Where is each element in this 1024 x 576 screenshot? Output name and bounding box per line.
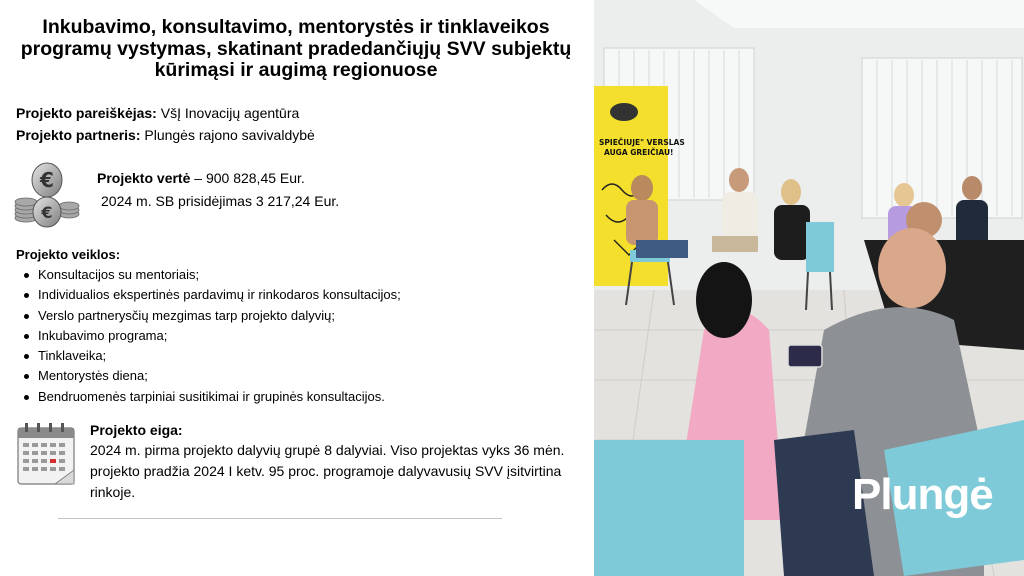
value-amount: – 900 828,45 Eur. [194,170,305,186]
value-label: Projekto vertė [97,170,191,186]
partner-value: Plungės rajono savivaldybė [144,127,315,143]
svg-text:€: € [41,203,53,222]
value-contribution: 2024 m. SB prisidėjimas 3 217,24 Eur. [101,193,340,209]
applicant-value: VšĮ Inovacijų agentūra [160,105,300,121]
divider [58,518,502,519]
activities-list [22,265,401,407]
progress-heading: Projekto eiga: [90,422,183,438]
applicant-line [16,105,299,121]
partner-label: Projekto partneris: [16,127,141,143]
page-title: Inkubavimo, konsultavimo, mentorystės ir tinklaveikos programų vystymas, skatinant pradedančiųjų SVV subjektų kūrimąsi ir augimą regionuose [20,16,572,81]
activities-heading: Projekto veiklos: [16,247,121,262]
list-item: Konsultacijos su mentoriais; [22,265,401,285]
partner-line [16,127,315,143]
applicant-label: Projekto pareiškėjas: [16,105,157,121]
list-item: Mentorystės diena; [22,366,401,386]
banner-line2: AUGA GREIČIAU! [604,148,674,157]
list-item: Verslo partnerysčių mezgimas tarp projekto dalyvių; [22,306,401,326]
project-value [97,167,339,213]
list-item: Tinklaveika; [22,346,401,366]
list-item: Bendruomenės tarpiniai susitikimai ir grupinės konsultacijos. [22,387,401,407]
banner-line1: SPIEČIUJE" VERSLAS [599,138,685,147]
progress-text: 2024 m. pirma projekto dalyvių grupė 8 dalyviai. Viso projektas vyks 36 mėn. projekto pradžia 2024 I ketv. 95 proc. programoje dalyvavusių SVV įsitvirtina rinkoje. [90,442,565,500]
list-item: Individualios ekspertinės pardavimų ir rinkodaros konsultacijos; [22,285,401,305]
svg-text:€: € [40,168,54,192]
calendar-icon [15,420,77,490]
coins-euro-icon [14,160,80,230]
plunge-logo: Plungė [852,470,993,519]
list-item: Inkubavimo programa; [22,326,401,346]
